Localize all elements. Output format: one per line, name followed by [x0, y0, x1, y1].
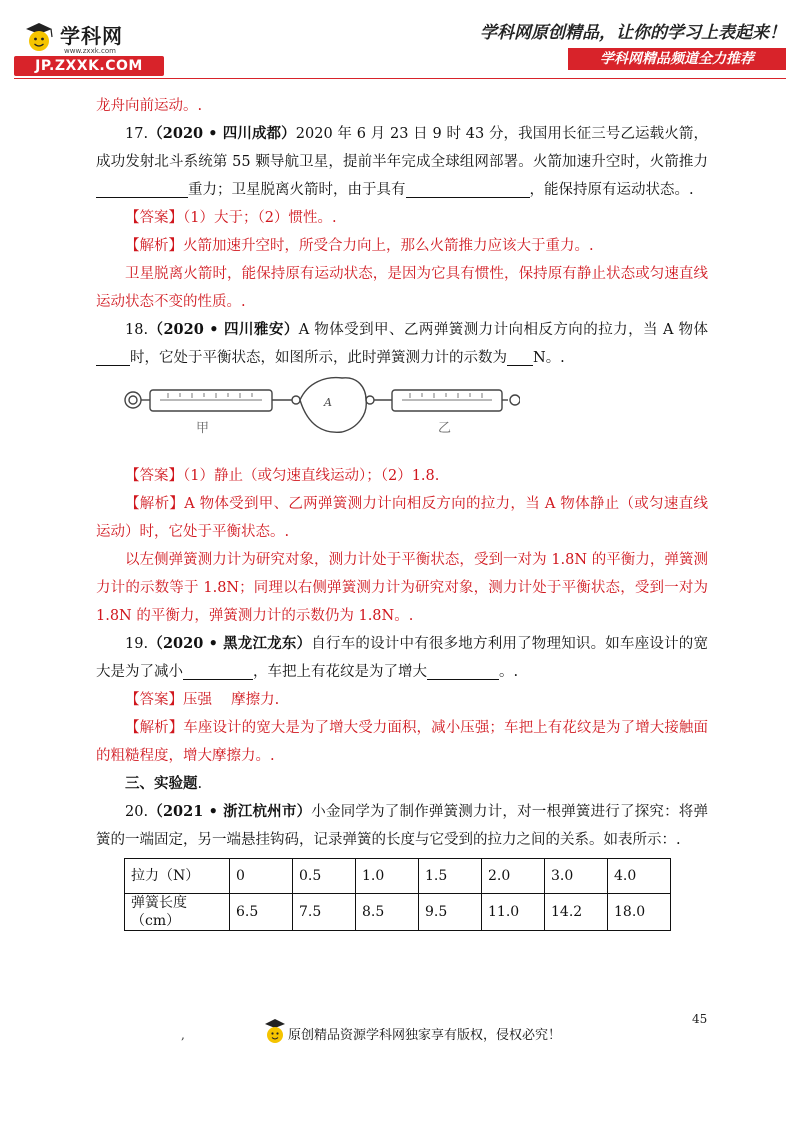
question-18 — [96, 316, 708, 372]
question-number: 19. — [125, 636, 149, 652]
table-cell: 18.0 — [608, 894, 671, 931]
document-body — [96, 92, 708, 931]
analysis-17-b: 卫星脱离火箭时，能保持原有运动状态，是因为它具有惯性，保持原有静止状态或匀速直线运动状态不变的性质。. — [96, 266, 708, 310]
question-source: （2020 • 四川雅安） — [148, 321, 299, 338]
logo-subtitle: www.zxxk.com — [64, 47, 116, 55]
question-text: 重力；卫星脱离火箭时，由于具有 — [188, 182, 406, 198]
answer-18: 【答案】（1）静止（或匀速直线运动）；（2）1.8. — [125, 468, 440, 484]
page-header — [0, 0, 800, 80]
spring-data-table — [124, 858, 671, 931]
question-text: 2020 年 6 月 23 日 9 时 43 分，我国用长征三号乙运载火箭，成功发射北斗系统第 55 颗导航卫星，提前半年完成全球组网部署。火箭加速升空时，火箭推力 — [96, 126, 708, 170]
section-title: 三、实验题 — [125, 775, 198, 792]
section-heading — [96, 770, 708, 798]
question-19 — [96, 630, 708, 686]
mascot-icon — [22, 20, 56, 54]
table-cell: 1.5 — [419, 859, 482, 894]
figure-label-jia: 甲 — [196, 421, 210, 436]
table-cell: 0 — [230, 859, 293, 894]
question-text: 。. — [499, 664, 519, 680]
question-20 — [96, 798, 708, 854]
answer-blank — [96, 347, 130, 366]
answer-blank — [427, 661, 499, 680]
figure-label-a: A — [324, 396, 332, 409]
channel-banner[interactable]: 学科网精品频道全力推荐 — [568, 48, 786, 70]
answer-blank — [406, 179, 530, 198]
zxxk-logo[interactable] — [14, 20, 164, 76]
mascot-icon — [262, 1016, 288, 1046]
carryover-line: 龙舟向前运动。. — [96, 98, 203, 114]
table-cell: 7.5 — [293, 894, 356, 931]
question-text: N。. — [533, 350, 565, 366]
table-cell: 1.0 — [356, 859, 419, 894]
copyright-notice: 原创精品资源学科网独家享有版权，侵权必究！ — [288, 1028, 562, 1043]
question-number: 17. — [125, 126, 149, 142]
question-text: ，能保持原有运动状态。. — [529, 182, 694, 198]
table-row — [125, 894, 671, 931]
question-17 — [96, 120, 708, 204]
footer-mark: , — [181, 1028, 185, 1042]
table-cell: 11.0 — [482, 894, 545, 931]
answer-blank — [183, 661, 253, 680]
table-row — [125, 859, 671, 894]
answer-19: 【答案】压强 摩擦力. — [125, 692, 280, 708]
analysis-17-a: 【解析】火箭加速升空时，所受合力向上，那么火箭推力应该大于重力。. — [125, 238, 594, 254]
page-number: 45 — [692, 1012, 708, 1026]
answer-blank — [96, 179, 188, 198]
table-row-header: 拉力（N） — [125, 859, 230, 894]
question-text: 自行车的设计中有很多地方利用了物理知识。如车座设计的宽大是为了减小 — [96, 636, 708, 680]
header-divider — [14, 78, 786, 79]
logo-name: 学科网 — [60, 24, 123, 48]
logo-url-banner[interactable]: JP.ZXXK.COM — [14, 56, 164, 76]
question-source: （2020 • 四川成都） — [148, 125, 296, 142]
analysis-18-a: 【解析】A 物体受到甲、乙两弹簧测力计向相反方向的拉力，当 A 物体静止（或匀速直线运动）时，它处于平衡状态。. — [96, 496, 708, 540]
section-title-tail: . — [197, 776, 203, 792]
question-number: 20. — [125, 804, 149, 820]
header-slogan: 学科网原创精品，让你的学习上表起来！ — [480, 23, 786, 43]
answer-17: 【答案】（1）大于；（2）惯性。. — [125, 210, 337, 226]
question-text: 小金同学为了制作弹簧测力计，对一根弹簧进行了探究：将弹簧的一端固定，另一端悬挂钩码，记录弹簧的长度与它受到的拉力之间的关系。如表所示：. — [96, 804, 708, 848]
table-cell: 0.5 — [293, 859, 356, 894]
answer-blank — [507, 347, 533, 366]
table-cell: 14.2 — [545, 894, 608, 931]
table-cell: 9.5 — [419, 894, 482, 931]
table-cell: 8.5 — [356, 894, 419, 931]
question-text: ，车把上有花纹是为了增大 — [253, 664, 427, 680]
question-text: 时，它处于平衡状态，如图所示，此时弹簧测力计的示数为 — [130, 350, 507, 366]
table-cell: 3.0 — [545, 859, 608, 894]
question-number: 18. — [125, 322, 149, 338]
table-row-header: 弹簧长度（cm） — [125, 894, 230, 931]
spring-scale-figure — [120, 376, 520, 456]
page-footer — [0, 1014, 800, 1054]
table-cell: 2.0 — [482, 859, 545, 894]
table-cell: 4.0 — [608, 859, 671, 894]
table-cell: 6.5 — [230, 894, 293, 931]
analysis-18-b: 以左侧弹簧测力计为研究对象，测力计处于平衡状态，受到一对为 1.8N 的平衡力，弹簧测力计的示数等于 1.8N；同理以右侧弹簧测力计为研究对象，测力计处于平衡状态，受到一对为 1.8N 的平衡力，弹簧测力计的示数仍为 1.8N。. — [96, 552, 708, 624]
analysis-19: 【解析】车座设计的宽大是为了增大受力面积，减小压强；车把上有花纹是为了增大接触面的粗糙程度，增大摩擦力。. — [96, 720, 708, 764]
figure-label-yi: 乙 — [438, 421, 452, 436]
spring-scale-diagram — [120, 376, 520, 456]
question-source: （2020 • 黑龙江龙东） — [148, 635, 312, 652]
question-source: （2021 • 浙江杭州市） — [148, 803, 312, 820]
question-text: A 物体受到甲、乙两弹簧测力计向相反方向的拉力，当 A 物体 — [298, 322, 708, 338]
